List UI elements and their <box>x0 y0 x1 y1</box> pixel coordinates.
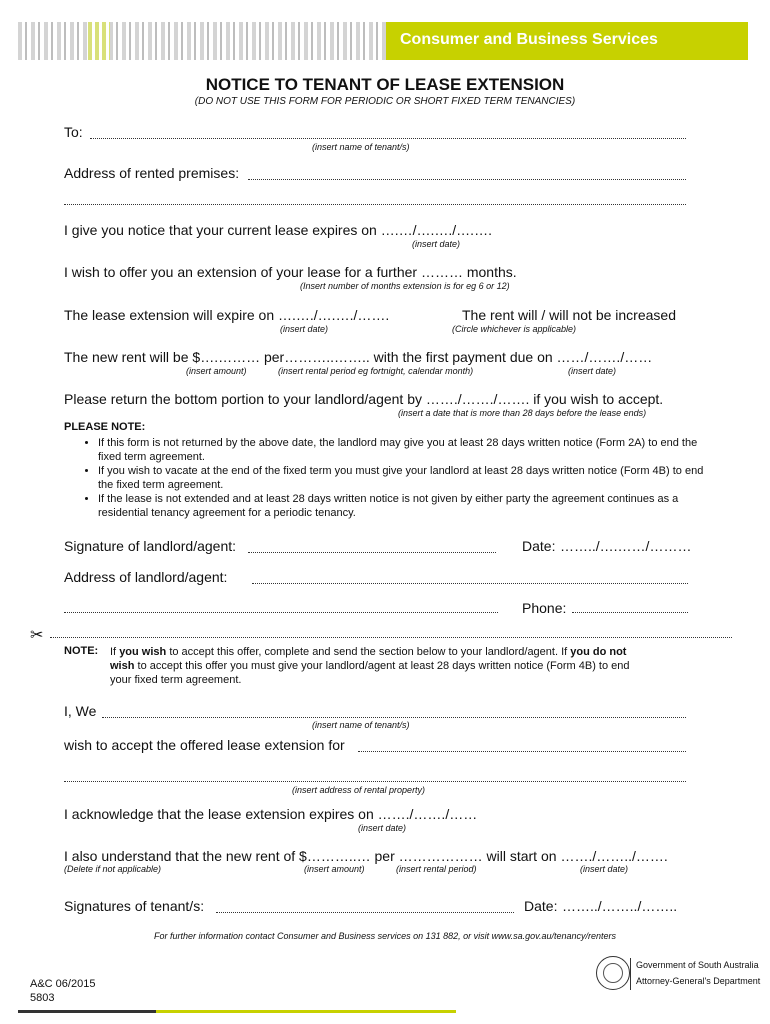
footer-bar-green <box>156 1010 456 1013</box>
delete-hint: (Delete if not applicable) <box>64 864 162 874</box>
phone-label: Phone: <box>522 600 567 616</box>
address-label: Address of rented premises: <box>64 165 240 181</box>
footer-info: For further information contact Consumer and Business services on 131 882, or visit www.sa.gov.au/tenancy/renters <box>153 931 617 941</box>
new-rent-line <box>64 349 652 365</box>
address-landlord-field[interactable] <box>252 583 688 584</box>
amount-hint: (insert amount) <box>186 366 247 376</box>
return-tail: if you wish to accept. <box>533 391 664 407</box>
acknowledge-label: I acknowledge that the lease extension expires on <box>64 806 374 822</box>
iwe-label: I, We <box>64 703 97 719</box>
sig-landlord-label: Signature of landlord/agent: <box>64 538 237 554</box>
to-label: To: <box>64 124 83 140</box>
gov-line1: Government of South Australia <box>636 960 759 970</box>
sig-landlord-field[interactable] <box>248 552 496 553</box>
iwe-hint: (insert name of tenant/s) <box>312 720 410 730</box>
sa-crest-icon <box>596 956 630 990</box>
return-label: Please return the bottom portion to your landlord/agent by <box>64 391 422 407</box>
address-landlord-label: Address of landlord/agent: <box>64 569 228 585</box>
notes-list <box>84 436 710 520</box>
to-hint: (insert name of tenant/s) <box>312 142 410 152</box>
acknowledge-line <box>64 806 477 822</box>
phone-field[interactable] <box>572 612 688 613</box>
note-item: • If the lease is not extended and at least 28 days written notice is not given by either party the agreement continues as a residential tenancy agreement for a periodic tenancy. <box>98 492 710 520</box>
tear-note-p4: your fixed term agreement. <box>110 674 242 686</box>
tear-note-p2: to accept this offer, complete and send the section below to your landlord/agent. If <box>169 646 568 658</box>
wish-accept-label: wish to accept the offered lease extension for <box>64 737 345 753</box>
form-code: A&C 06/2015 <box>30 978 96 990</box>
date-label: Date: <box>522 538 556 554</box>
scissors-icon: ✂ <box>30 627 44 644</box>
first-payment-hint: (insert date) <box>568 366 617 376</box>
return-line <box>64 391 663 407</box>
address-field-line2[interactable] <box>64 204 686 205</box>
address-field[interactable] <box>248 179 686 180</box>
wish-accept-field[interactable] <box>358 751 686 752</box>
period-hint: (insert rental period eg fortnight, calendar month) <box>278 366 474 376</box>
understand-field[interactable]: ………..… <box>306 848 371 864</box>
will-start-date[interactable]: ……./……../……. <box>560 848 668 864</box>
amount-hint-2: (insert amount) <box>304 864 365 874</box>
tear-note-b1: you wish <box>119 646 167 658</box>
extension-text <box>64 307 389 323</box>
will-start-label: will start on <box>486 848 557 864</box>
date2-label: Date: <box>524 898 558 914</box>
new-rent-field[interactable]: ….……… <box>200 349 261 365</box>
acknowledge-hint: (insert date) <box>358 823 407 833</box>
form-title: NOTICE TO TENANT OF LEASE EXTENSION <box>205 75 565 94</box>
first-payment-label: with the first payment due on <box>373 349 553 365</box>
extension-date[interactable]: ….…./….…./……. <box>278 307 390 323</box>
header-stripes-accent <box>88 22 110 60</box>
note-item: • If this form is not returned by the above date, the landlord may give you at least 28 days written notice (Form 2A) to end the fixed term agreement. <box>98 436 710 464</box>
property-field[interactable] <box>64 781 686 782</box>
tear-note-text <box>110 645 630 687</box>
offer-hint: (Insert number of months extension is for eg 6 or 12) <box>300 281 510 291</box>
offer-months-label: months. <box>466 264 517 280</box>
brand-banner <box>386 22 748 60</box>
offer-text <box>64 264 517 280</box>
return-date[interactable]: ……./……./……. <box>425 391 530 407</box>
date-hint-2: (insert date) <box>580 864 629 874</box>
brand-name: Consumer and Business Services <box>400 31 658 48</box>
footer-bar-dark <box>18 1010 156 1013</box>
please-note-heading: PLEASE NOTE: <box>64 421 146 433</box>
understand-per-field[interactable]: ……………… <box>398 848 483 864</box>
period-hint-2: (insert rental period) <box>396 864 477 874</box>
iwe-field[interactable] <box>102 717 686 718</box>
rent-change-hint: (Circle whichever is applicable) <box>452 324 577 334</box>
tear-note-b2: you do not <box>570 646 627 658</box>
form-subtitle: (DO NOT USE THIS FORM FOR PERIODIC OR SHORT FIXED TERM TENANCIES) <box>194 96 576 107</box>
return-hint: (insert a date that is more than 28 days before the lease ends) <box>398 408 647 418</box>
lease-expires-hint: (insert date) <box>412 239 461 249</box>
header-stripes <box>18 22 386 60</box>
offer-months-field[interactable]: ……… <box>420 264 463 280</box>
form-number: 5803 <box>30 992 55 1004</box>
per-label: per <box>263 349 285 365</box>
gov-line2: Attorney-General's Department <box>636 976 761 986</box>
sig-tenant-field[interactable] <box>216 912 514 913</box>
acknowledge-date[interactable]: ……./……./…… <box>377 806 478 822</box>
lease-expires-label: I give you notice that your current lease expires on <box>64 222 377 238</box>
lease-expires-text <box>64 222 492 238</box>
understand-per-label: per <box>374 848 395 864</box>
property-hint: (insert address of rental property) <box>292 785 426 795</box>
understand-label: I also understand that the new rent of $ <box>64 848 307 864</box>
understand-line <box>64 848 668 864</box>
note-item: • If you wish to vacate at the end of the fixed term you must give your landlord at least 28 days written notice (Form 4B) to end the fixed term agreement. <box>98 464 710 492</box>
address-landlord-field-line2[interactable] <box>64 612 498 613</box>
to-field[interactable] <box>90 138 686 139</box>
per-field[interactable]: ………..…….. <box>284 349 370 365</box>
lease-expires-date[interactable]: ….…/….…./….…. <box>380 222 492 238</box>
extension-hint: (insert date) <box>280 324 329 334</box>
sig-tenant-label: Signatures of tenant/s: <box>64 898 205 914</box>
extension-label: The lease extension will expire on <box>64 307 275 323</box>
first-payment-date[interactable]: ……/……./…… <box>556 349 653 365</box>
tear-line <box>50 637 732 638</box>
new-rent-label: The new rent will be $ <box>64 349 201 365</box>
tear-note-b3: wish <box>110 660 135 672</box>
date-field[interactable]: ……../….……/……… <box>560 538 692 554</box>
gov-divider <box>630 958 631 990</box>
rent-change-text[interactable]: The rent will / will not be increased <box>462 307 676 323</box>
date2-field[interactable]: ……../……../…….. <box>562 898 678 914</box>
tear-note-label: NOTE: <box>64 645 99 657</box>
offer-label: I wish to offer you an extension of your lease for a further <box>64 264 418 280</box>
tear-note-p3: to accept this offer you must give your landlord/agent at least 28 days written notice (Form 4B) to end <box>137 660 630 672</box>
tear-note-p1: If <box>110 646 117 658</box>
